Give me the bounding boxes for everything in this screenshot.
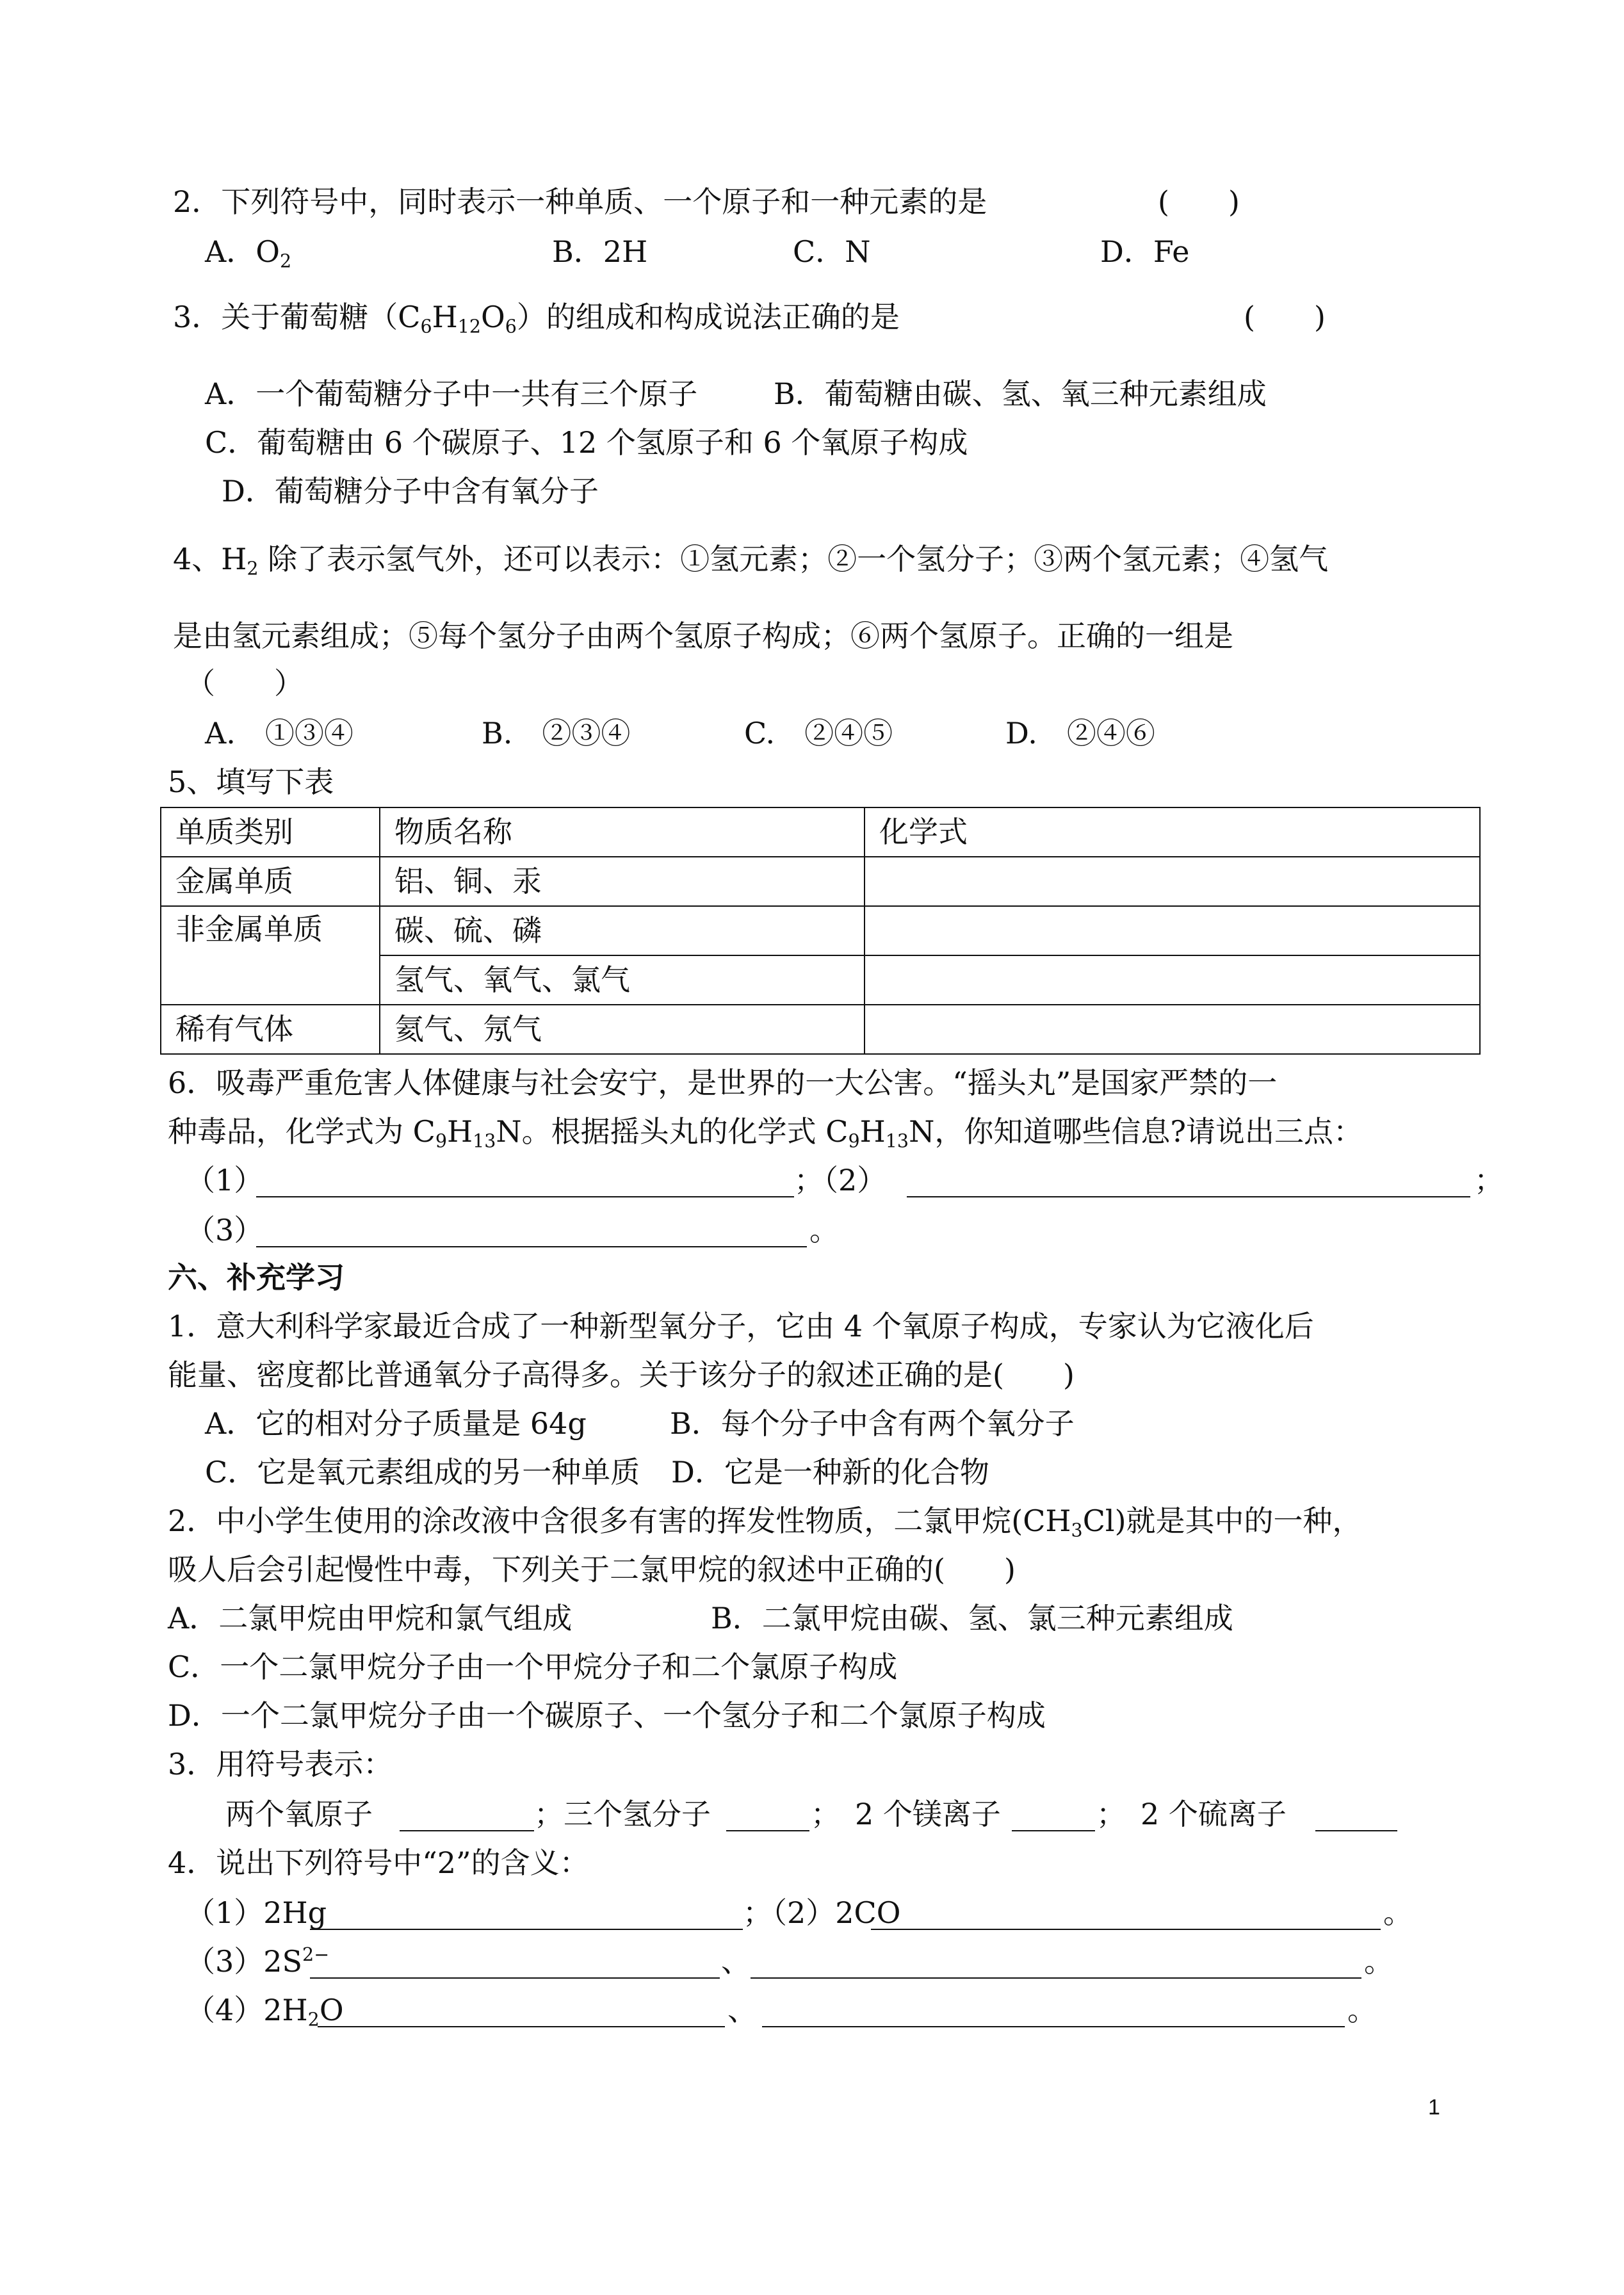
q3-stem: 3．关于葡萄糖$(C_6H_{12}O_6)$的组成和构成说法正确的是: [173, 300, 900, 337]
q3-paren: ( ): [1244, 300, 1326, 334]
s6-q3-blank-c[interactable]: [1012, 1830, 1095, 1831]
s6-q4-title: 4．说出下列符号中“2”的含义：: [168, 1845, 589, 1880]
q6-label-3: （3）: [186, 1213, 264, 1247]
table-header-cell: 化学式: [865, 807, 1480, 857]
q2-stem: 2．下列符号中，同时表示一种单质、一个原子和一种元素的是: [173, 184, 987, 219]
q6-answer-blank-2[interactable]: [907, 1196, 1470, 1197]
q4-option-d: D. ②④⑥: [1005, 716, 1155, 750]
s6-q4-label-1: （1）2Hg: [186, 1895, 327, 1930]
q2-option-b: B．2H: [552, 234, 648, 269]
s6-q3-label-c: ； 2 个镁离子: [811, 1797, 1001, 1831]
q4-option-b: B. ②③④: [482, 716, 631, 750]
table-row: [161, 1005, 1480, 1054]
table-cell-formula[interactable]: [865, 955, 1480, 1005]
q4-line-1: 4、$H_2$ 除了表示氢气外，还可以表示：①氢元素；②一个氢分子；③两个氢元素；④氢气: [173, 542, 1329, 580]
q6-label-2: ；（2）: [794, 1163, 887, 1197]
s6-q2-line-1: 2．中小学生使用的涂改液中含很多有害的挥发性物质，二氯甲烷$(CH_3Cl)$就是其中的一种，: [168, 1504, 1362, 1541]
s6-q4-blank-2[interactable]: [871, 1929, 1381, 1930]
table-cell: 碳、硫、磷: [380, 906, 865, 955]
q6-label-1: （1）: [186, 1163, 264, 1197]
table-cell: 氢气、氧气、氯气: [380, 955, 865, 1005]
q3-option-d: D．葡萄糖分子中含有氧分子: [222, 474, 599, 508]
s6-q4-blank-1[interactable]: [310, 1929, 743, 1930]
s6-q4-label-4: $(4)2H_2O$: [186, 1993, 344, 2031]
s6-q3-blank-d[interactable]: [1315, 1830, 1397, 1831]
s6-q1-option-b: B．每个分子中含有两个氧分子: [670, 1406, 1075, 1441]
s6-q3-title: 3．用符号表示：: [168, 1747, 393, 1781]
q6-line-1: 6．吸毒严重危害人体健康与社会安宁，是世界的一大公害。“摇头丸”是国家严禁的一: [168, 1066, 1278, 1100]
s6-q4-blank-3b[interactable]: [751, 1977, 1361, 1979]
q2-option-d: D．Fe: [1100, 234, 1190, 269]
q6-answer-blank-1[interactable]: [256, 1196, 794, 1197]
q2-paren: ( ): [1158, 184, 1240, 219]
s6-q3-label-a: 两个氧原子: [225, 1797, 373, 1831]
table-cell: 氦气、氖气: [380, 1005, 865, 1054]
q3-option-c: C．葡萄糖由 6 个碳原子、12 个氢原子和 6 个氧原子构成: [205, 425, 968, 460]
table-row: [161, 906, 1480, 955]
q2-option-c: C．N: [793, 234, 871, 269]
s6-q2-option-c: C．一个二氯甲烷分子由一个甲烷分子和二个氯原子构成: [168, 1650, 898, 1684]
table-header-row: [161, 807, 1480, 857]
q5-title: 5、填写下表: [168, 765, 334, 799]
table-header-cell: 物质名称: [380, 807, 865, 857]
q4-paren: （ ）: [186, 666, 304, 701]
s6-q2-line-2: 吸人后会引起慢性中毒，下列关于二氯甲烷的叙述中正确的( ): [168, 1552, 1016, 1587]
s6-q4-comma-4: 、: [727, 1993, 757, 2027]
s6-q4-period-3: 。: [1364, 1944, 1393, 1979]
page-number: 1: [1428, 2095, 1440, 2120]
table-cell: 非金属单质: [161, 906, 380, 1005]
s6-q2-option-b: B．二氯甲烷由碳、氢、氯三种元素组成: [711, 1601, 1233, 1635]
q4-option-a: A. ①③④: [205, 716, 353, 750]
s6-q3-label-b: ；三个氢分子: [534, 1797, 711, 1831]
s6-q1-line-2: 能量、密度都比普通氧分子高得多。关于该分子的叙述正确的是( ): [168, 1358, 1075, 1392]
s6-q2-option-d: D．一个二氯甲烷分子由一个碳原子、一个氢分子和二个氯原子构成: [168, 1698, 1046, 1733]
q3-option-a: A．一个葡萄糖分子中一共有三个原子: [205, 377, 698, 411]
table-cell-formula[interactable]: [865, 906, 1480, 955]
table-cell-formula[interactable]: [865, 1005, 1480, 1054]
elements-table: [160, 807, 1481, 1055]
s6-q4-blank-4b[interactable]: [762, 2026, 1345, 2027]
q6-semicolon: ；: [1474, 1163, 1504, 1197]
s6-q1-option-d: D．它是一种新的化合物: [671, 1455, 989, 1489]
q3-option-b: B．葡萄糖由碳、氢、氧三种元素组成: [774, 377, 1267, 411]
s6-q4-period-1: 。: [1383, 1895, 1413, 1930]
s6-q4-period-4: 。: [1347, 1993, 1377, 2027]
table-cell: 金属单质: [161, 857, 380, 906]
s6-q1-option-c: C．它是氧元素组成的另一种单质: [205, 1455, 640, 1489]
table-cell: 稀有气体: [161, 1005, 380, 1054]
q4-option-c: C. ②④⑤: [744, 716, 893, 750]
q6-period: 。: [809, 1213, 839, 1247]
table-row: [161, 857, 1480, 906]
s6-q4-comma-3: 、: [721, 1944, 751, 1979]
s6-q4-blank-3a[interactable]: [310, 1977, 720, 1979]
s6-q1-option-a: A．它的相对分子质量是 64g: [205, 1406, 587, 1441]
table-cell-formula[interactable]: [865, 857, 1480, 906]
s6-q3-label-d: ； 2 个硫离子: [1096, 1797, 1287, 1831]
s6-q4-label-2: ；（2）2CO: [743, 1895, 901, 1930]
table-cell: 铝、铜、汞: [380, 857, 865, 906]
q2-option-a: A．$O_2$: [205, 234, 292, 272]
q6-line-2: 种毒品，化学式为 $C_9H_{13}N$。根据摇头丸的化学式 $C_9H_{13}N$，你知道哪些信息?请说出三点：: [168, 1114, 1363, 1152]
table-header-cell: 单质类别: [161, 807, 380, 857]
s6-q1-line-1: 1．意大利科学家最近合成了一种新型氧分子，它由 4 个氧原子构成，专家认为它液化后: [168, 1309, 1314, 1343]
q4-line-2: 是由氢元素组成；⑤每个氢分子由两个氢原子构成；⑥两个氢原子。正确的一组是: [173, 619, 1233, 653]
s6-q4-blank-4a[interactable]: [318, 2026, 725, 2027]
section-6-title: 六、补充学习: [168, 1260, 345, 1295]
s6-q2-option-a: A．二氯甲烷由甲烷和氯气组成: [168, 1601, 572, 1635]
q6-answer-blank-3[interactable]: [256, 1246, 807, 1247]
s6-q3-blank-b[interactable]: [726, 1830, 809, 1831]
s6-q3-blank-a[interactable]: [400, 1830, 534, 1831]
s6-q4-label-3: $(3)2S^{2-}$: [186, 1943, 330, 1979]
